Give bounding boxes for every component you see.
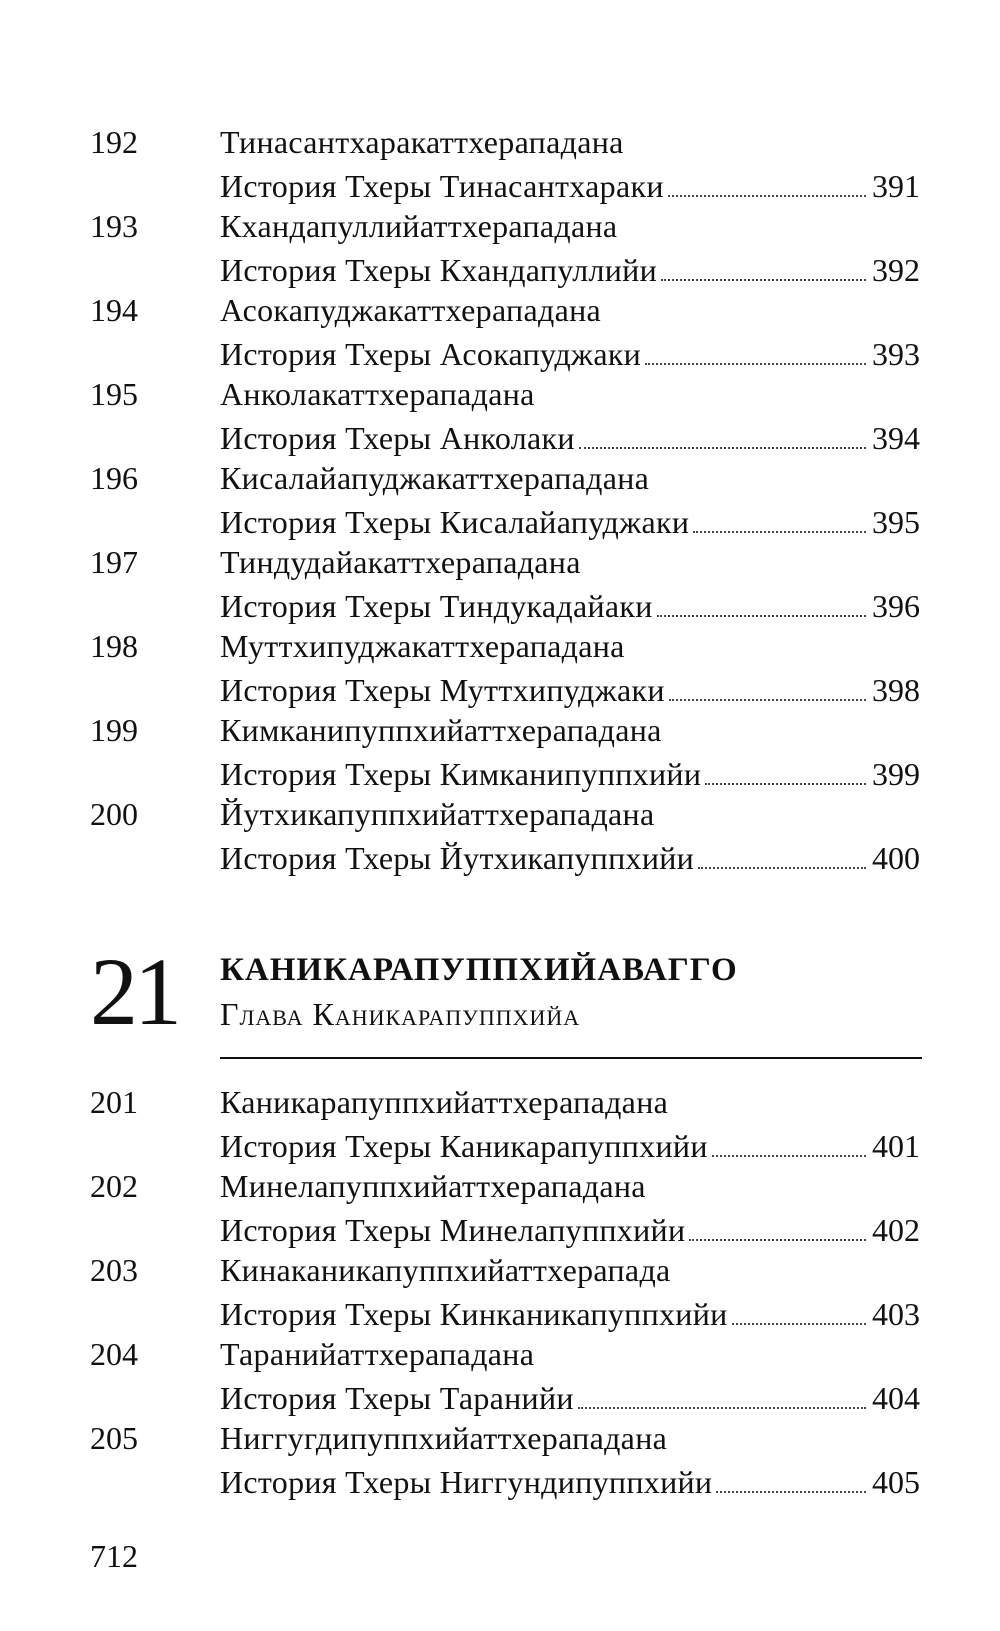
entry-page: 402 (872, 1212, 920, 1248)
entry-story: История Тхеры Йутхикапуппхийи (220, 840, 695, 876)
dot-leader (657, 615, 866, 617)
dot-leader (698, 867, 866, 869)
entry-story: История Тхеры Каникарапуппхийи (220, 1128, 708, 1164)
entry-page: 392 (872, 252, 920, 288)
entry-page: 401 (872, 1128, 920, 1164)
toc-entry (90, 1332, 920, 1422)
entry-story-line (220, 1292, 920, 1336)
entry-story-line (220, 668, 920, 712)
toc-entry (90, 1416, 920, 1506)
entry-title: Кинаканикапуппхийаттхерапада (220, 1252, 671, 1288)
chapter-subtitle: Глава Каникарапуппхийа (220, 996, 581, 1032)
entry-number: 197 (90, 544, 138, 580)
entry-story: История Тхеры Тиндукадайаки (220, 588, 653, 624)
entry-title: Асокапуджакаттхерападана (220, 292, 601, 328)
entry-story: История Тхеры Кинканикапуппхийи (220, 1296, 728, 1332)
dot-leader (712, 1155, 866, 1157)
entry-number: 200 (90, 796, 138, 832)
entry-page: 394 (872, 420, 920, 456)
entry-title: Таранийаттхерападана (220, 1336, 535, 1372)
entry-story-line (220, 1208, 920, 1252)
entry-story-line (220, 1124, 920, 1168)
entry-title: Муттхипуджакаттхерападана (220, 628, 625, 664)
chapter-number: 21 (90, 938, 178, 1045)
dot-leader (732, 1323, 866, 1325)
entry-page: 405 (872, 1464, 920, 1500)
toc-entry (90, 1164, 920, 1254)
entry-number: 203 (90, 1252, 138, 1288)
entry-story-line (220, 332, 920, 376)
entry-story-line (220, 248, 920, 292)
entry-title: Кхандапуллийаттхерападана (220, 208, 618, 244)
dot-leader (705, 783, 866, 785)
dot-leader (661, 279, 866, 281)
entry-page: 398 (872, 672, 920, 708)
toc-entry (90, 1080, 920, 1170)
entry-story-line (220, 584, 920, 628)
dot-leader (689, 1239, 866, 1241)
entry-title: Тиндудайакаттхерападана (220, 544, 581, 580)
dot-leader (693, 531, 866, 533)
entry-title: Йутхикапуппхийаттхерападана (220, 796, 655, 832)
entry-number: 199 (90, 712, 138, 748)
toc-entry (90, 624, 920, 714)
toc-entry (90, 456, 920, 546)
chapter-title: КАНИКАРАПУППХИЙАВАГГО (220, 952, 738, 988)
entry-story-line (220, 752, 920, 796)
entry-story: История Тхеры Минелапуппхийи (220, 1212, 686, 1248)
entry-title: Кисалайапуджакаттхерападана (220, 460, 650, 496)
entry-page: 395 (872, 504, 920, 540)
entry-title: Минелапуппхийаттхерападана (220, 1168, 646, 1204)
toc-entry (90, 372, 920, 462)
dot-leader (579, 447, 866, 449)
entry-story: История Тхеры Асокапуджаки (220, 336, 642, 372)
page-number: 712 (90, 1538, 138, 1574)
entry-story-line (220, 416, 920, 460)
dot-leader (645, 363, 866, 365)
entry-number: 192 (90, 124, 138, 160)
entry-story-line (220, 1376, 920, 1420)
entry-story: История Тхеры Ниггундипуппхийи (220, 1464, 713, 1500)
entry-title: Кимканипуппхийаттхерападана (220, 712, 662, 748)
entry-story: История Тхеры Тинасантхараки (220, 168, 664, 204)
entry-story-line (220, 500, 920, 544)
entry-page: 393 (872, 336, 920, 372)
toc-entry (90, 540, 920, 630)
entry-story: История Тхеры Анколаки (220, 420, 575, 456)
entry-number: 202 (90, 1168, 138, 1204)
entry-number: 204 (90, 1336, 138, 1372)
entry-number: 195 (90, 376, 138, 412)
toc-entry (90, 120, 920, 210)
dot-leader (578, 1407, 866, 1409)
entry-story: История Тхеры Муттхипуджаки (220, 672, 665, 708)
entry-story-line (220, 1460, 920, 1504)
entry-title: Тинасантхаракаттхерападана (220, 124, 624, 160)
entry-title: Каникарапуппхийаттхерападана (220, 1084, 669, 1120)
entry-story: История Тхеры Таранийи (220, 1380, 574, 1416)
dot-leader (716, 1491, 866, 1493)
entry-page: 403 (872, 1296, 920, 1332)
entry-page: 404 (872, 1380, 920, 1416)
toc-entry (90, 1248, 920, 1338)
entry-story-line (220, 836, 920, 880)
entry-page: 391 (872, 168, 920, 204)
entry-page: 400 (872, 840, 920, 876)
entry-title: Ниггугдипуппхийаттхерападана (220, 1420, 668, 1456)
entry-number: 194 (90, 292, 138, 328)
entry-story-line (220, 164, 920, 208)
dot-leader (668, 195, 866, 197)
entry-page: 396 (872, 588, 920, 624)
entry-title: Анколакаттхерападана (220, 376, 535, 412)
entry-number: 196 (90, 460, 138, 496)
dot-leader (669, 699, 866, 701)
toc-entry (90, 708, 920, 798)
entry-number: 201 (90, 1084, 138, 1120)
toc-entry (90, 204, 920, 294)
entry-number: 193 (90, 208, 138, 244)
entry-story: История Тхеры Кхандапуллийи (220, 252, 658, 288)
entry-number: 198 (90, 628, 138, 664)
entry-number: 205 (90, 1420, 138, 1456)
chapter-divider (220, 1057, 922, 1059)
entry-story: История Тхеры Кисалайапуджаки (220, 504, 690, 540)
toc-entry (90, 288, 920, 378)
entry-story: История Тхеры Кимканипуппхийи (220, 756, 702, 792)
toc-entry (90, 792, 920, 882)
entry-page: 399 (872, 756, 920, 792)
